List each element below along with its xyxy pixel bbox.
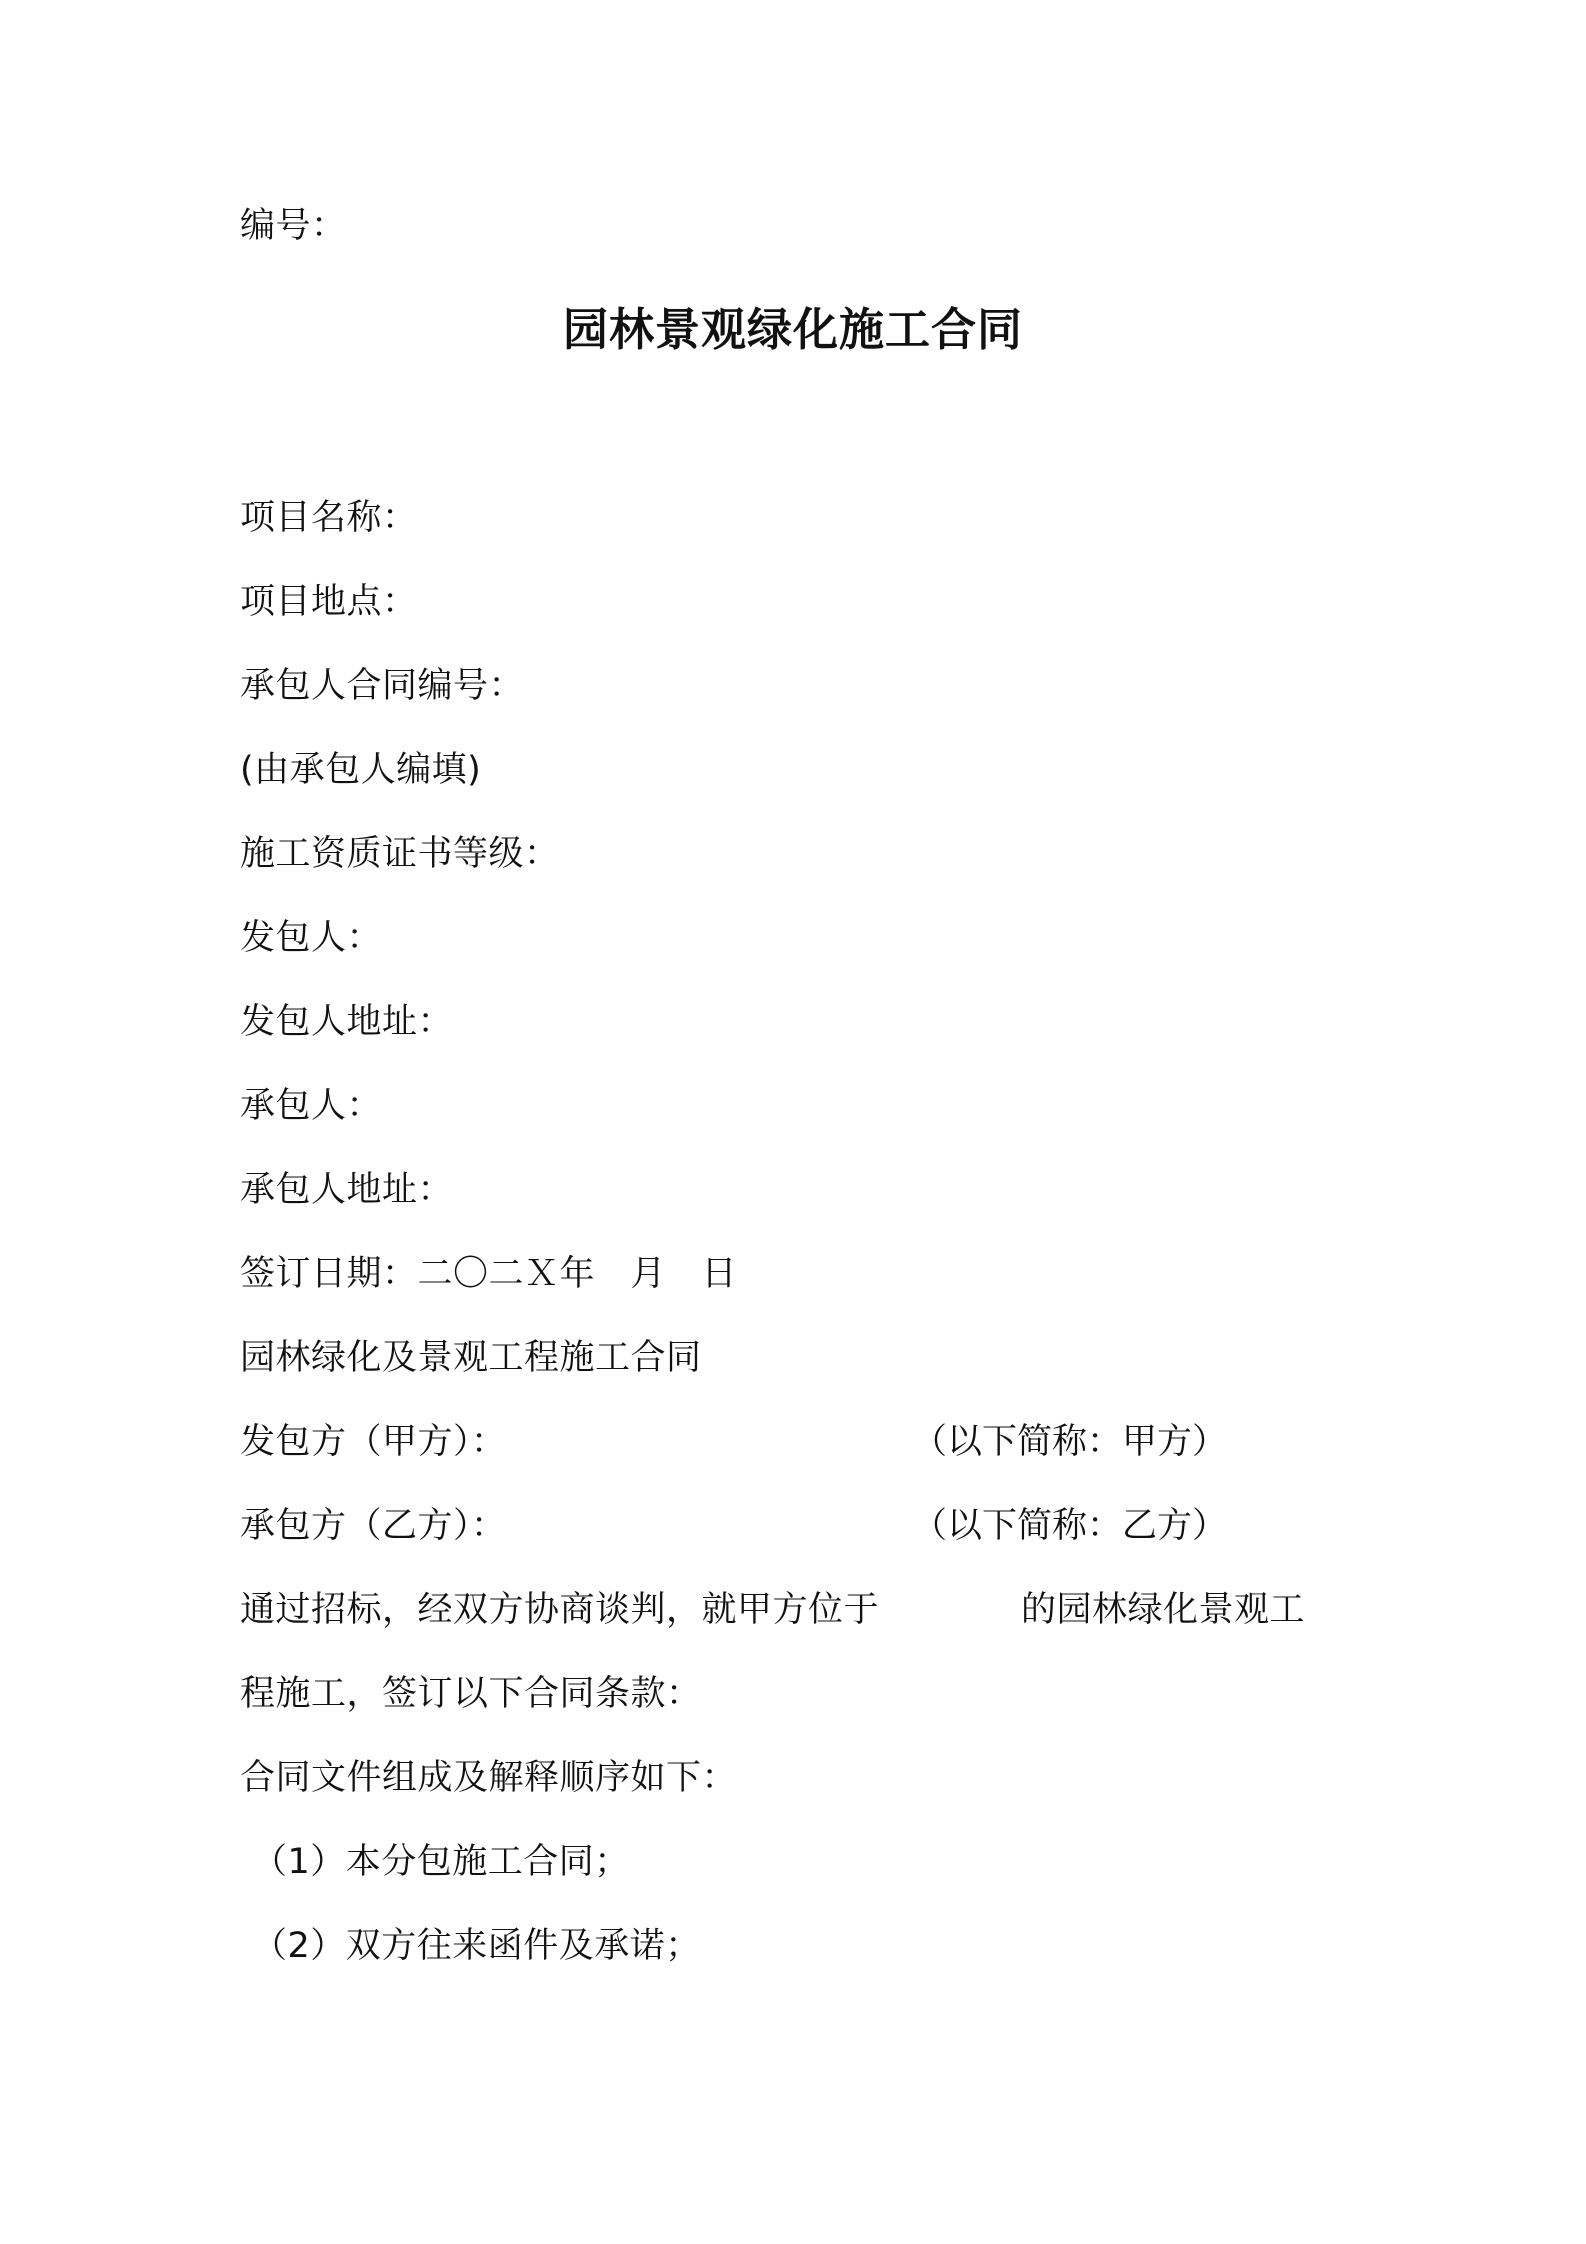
field-contractor-note: (由承包人编填): [240, 750, 482, 790]
party-b-label: 承包方（乙方）：: [240, 1506, 507, 1546]
field-project-location: 项目地点：: [240, 582, 418, 622]
intro-line-1: 通过招标，经双方协商谈判，就甲方位于 的园林绿化景观工: [240, 1590, 1306, 1630]
party-a-abbr: （以下简称：甲方）: [912, 1422, 1228, 1462]
field-employer: 发包人：: [240, 918, 383, 958]
intro-line-2: 程施工，签订以下合同条款：: [240, 1674, 702, 1714]
list-item: （2）双方往来函件及承诺；: [252, 1926, 701, 1966]
party-b-abbr: （以下简称：乙方）: [912, 1506, 1228, 1546]
field-employer-address: 发包人地址：: [240, 1002, 454, 1042]
field-qualification-grade: 施工资质证书等级：: [240, 834, 560, 874]
field-project-name: 项目名称：: [240, 498, 418, 538]
field-contractor-contract-no: 承包人合同编号：: [240, 666, 525, 706]
subtitle: 园林绿化及景观工程施工合同: [240, 1338, 702, 1378]
field-contractor: 承包人：: [240, 1086, 383, 1126]
field-contractor-address: 承包人地址：: [240, 1170, 454, 1210]
contract-title: 园林景观绿化施工合同: [562, 303, 1023, 356]
party-a-label: 发包方（甲方）：: [240, 1422, 507, 1462]
list-item: （1）本分包施工合同；: [252, 1842, 630, 1882]
field-signing-date: 签订日期：二〇二Ｘ年 月 日: [240, 1254, 738, 1294]
serial-number-label: 编号：: [240, 206, 347, 246]
order-heading: 合同文件组成及解释顺序如下：: [240, 1758, 738, 1798]
